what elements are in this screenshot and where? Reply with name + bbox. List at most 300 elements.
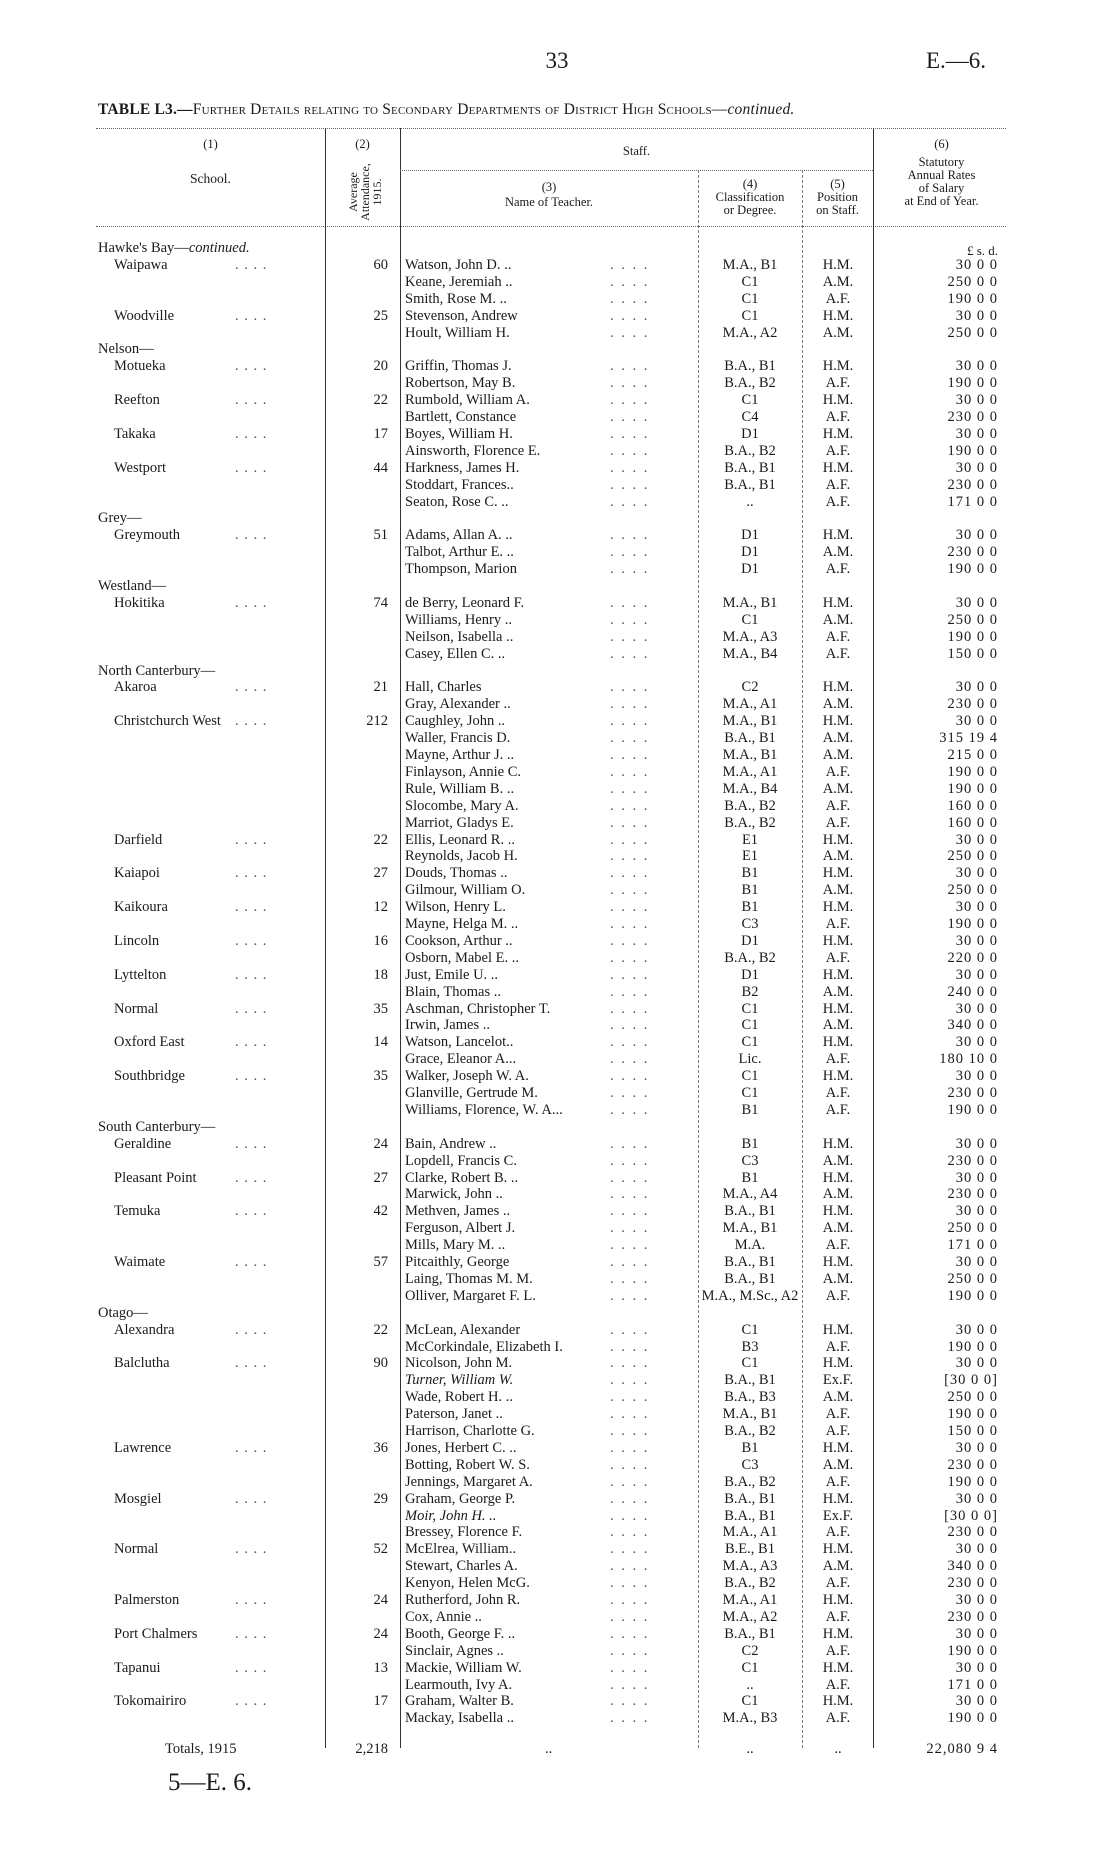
average-attendance: 16 — [373, 932, 388, 949]
table-row — [0, 561, 1114, 578]
position-on-staff: A.M. — [822, 780, 854, 797]
teacher-name: Finlayson, Annie C. — [405, 763, 522, 780]
annual-salary: 30 0 0 — [955, 1135, 998, 1152]
teacher-name: Wade, Robert H. .. — [405, 1389, 513, 1406]
classification: B1 — [741, 1169, 759, 1186]
district-name: Hawke's Bay—continued. — [98, 240, 250, 256]
leader-dots: . . . . — [610, 561, 650, 578]
classification: B1 — [741, 1101, 759, 1118]
teacher-name: Gray, Alexander .. — [405, 696, 511, 713]
leader-dots: . . . . — [610, 1507, 650, 1524]
leader-dots: . . . . — [235, 1254, 268, 1270]
leader-dots: . . . . — [610, 831, 650, 848]
col3-heading: Name of Teacher. — [504, 195, 594, 209]
position-on-staff: A.F. — [825, 1085, 851, 1101]
annual-salary: 230 0 0 — [947, 1085, 998, 1101]
annual-salary: 30 0 0 — [955, 1068, 998, 1085]
annual-salary: 30 0 0 — [955, 1659, 998, 1676]
average-attendance: 20 — [373, 358, 388, 375]
table-row — [0, 274, 1114, 291]
teacher-name: Mills, Mary M. .. — [405, 1237, 506, 1254]
leader-dots: . . . . — [235, 1439, 268, 1456]
classification: M.A., B4 — [722, 645, 778, 662]
classification: B.A., B1 — [724, 476, 776, 493]
school-name: Tokomairiro — [114, 1693, 187, 1710]
teacher-name: Bressey, Florence F. — [405, 1524, 523, 1541]
district-name: Otago— — [98, 1304, 148, 1321]
annual-salary: 230 0 0 — [947, 1152, 998, 1169]
position-on-staff: A.F. — [825, 1423, 851, 1439]
leader-dots: . . . . — [610, 307, 650, 324]
classification: D1 — [741, 544, 759, 561]
average-attendance: 36 — [373, 1439, 388, 1456]
position-on-staff: A.M. — [822, 882, 854, 899]
classification: C1 — [741, 611, 759, 628]
position-on-staff: A.F. — [825, 1406, 851, 1423]
table-title-tail: continued. — [727, 101, 795, 118]
teacher-name: Harkness, James H. — [405, 459, 520, 476]
totals-label: Totals, 1915 — [165, 1741, 237, 1758]
district-name: North Canterbury— — [98, 662, 216, 679]
leader-dots: . . . . — [610, 1625, 650, 1642]
table-row — [0, 916, 1114, 933]
position-on-staff: A.F. — [825, 763, 851, 780]
classification: B.A., B3 — [724, 1389, 776, 1406]
leader-dots: . . . . — [610, 442, 650, 459]
annual-salary: 340 0 0 — [947, 1017, 998, 1034]
leader-dots: . . . . — [610, 459, 650, 476]
leader-dots: . . . . — [610, 780, 650, 797]
leader-dots: . . . . — [235, 1625, 268, 1642]
table-row — [0, 882, 1114, 899]
teacher-name: Grace, Eleanor A... — [405, 1051, 517, 1068]
total-attendance: 2,218 — [355, 1741, 388, 1758]
col5-heading-line1: Position — [817, 190, 858, 204]
teacher-name: Bartlett, Constance — [405, 409, 517, 425]
classification: B1 — [741, 1439, 759, 1456]
classification: C1 — [741, 1355, 759, 1372]
school-name: Geraldine — [114, 1135, 172, 1152]
leader-dots: . . . . — [235, 307, 268, 324]
leader-dots: . . . . — [610, 375, 650, 392]
school-name: Port Chalmers — [114, 1625, 198, 1642]
table-row — [0, 1051, 1114, 1068]
leader-dots: . . . . — [610, 1355, 650, 1372]
position-on-staff: H.M. — [822, 713, 854, 730]
teacher-name: Jones, Herbert C. .. — [405, 1439, 517, 1456]
teacher-name: McElrea, William.. — [405, 1541, 517, 1558]
leader-dots: . . . . — [235, 899, 268, 916]
leader-dots: . . . . — [610, 1152, 650, 1169]
classification: M.A., B1 — [722, 713, 778, 730]
annual-salary: 30 0 0 — [955, 899, 998, 916]
leader-dots: . . . . — [610, 1710, 650, 1727]
position-on-staff: H.M. — [822, 392, 854, 409]
classification: B3 — [741, 1338, 759, 1355]
teacher-name: Jennings, Margaret A. — [405, 1473, 533, 1490]
table-row — [0, 798, 1114, 815]
table-title-lead: TABLE L3.— — [98, 101, 193, 118]
annual-salary: 30 0 0 — [955, 1693, 998, 1710]
total-salary: 22,080 9 4 — [926, 1741, 998, 1758]
leader-dots: . . . . — [235, 831, 268, 848]
average-attendance: 35 — [373, 1000, 388, 1017]
page-header — [0, 48, 1114, 78]
school-name: Akaroa — [114, 679, 157, 696]
leader-dots: . . . . — [235, 1203, 268, 1220]
classification: C1 — [741, 392, 759, 409]
classification: B.A., B1 — [724, 730, 776, 747]
leader-dots: . . . . — [610, 848, 650, 865]
classification: B2 — [741, 983, 759, 1000]
position-on-staff: A.F. — [825, 1676, 851, 1693]
annual-salary: 250 0 0 — [947, 848, 998, 865]
table-row — [0, 1558, 1114, 1575]
classification: M.A., B1 — [722, 256, 778, 273]
position-on-staff: A.M. — [822, 611, 854, 628]
classification: B.A., B2 — [724, 814, 776, 831]
leader-dots: . . . . — [610, 1676, 650, 1693]
table-row — [0, 1322, 1114, 1339]
position-on-staff: H.M. — [822, 1693, 854, 1710]
col6-number: (6) — [934, 137, 949, 151]
teacher-name: Marwick, John .. — [405, 1186, 503, 1203]
teacher-name: Turner, William W. — [405, 1372, 514, 1389]
annual-salary: 171 0 0 — [947, 1676, 998, 1693]
teacher-name: de Berry, Leonard F. — [405, 594, 525, 611]
table-row — [0, 1136, 1114, 1153]
teacher-name: Robertson, May B. — [405, 375, 516, 392]
table-row — [0, 1508, 1114, 1525]
average-attendance: 27 — [373, 1169, 388, 1186]
school-name: Darfield — [114, 831, 163, 848]
district-name: Nelson— — [98, 341, 154, 358]
leader-dots: . . . . — [235, 392, 268, 409]
classification: M.A., B1 — [722, 1220, 778, 1237]
average-attendance: 18 — [373, 966, 388, 983]
leader-dots: . . . . — [610, 628, 650, 645]
annual-salary: 250 0 0 — [947, 1220, 998, 1237]
table-row — [0, 696, 1114, 713]
col6-heading-line3: of Salary — [918, 181, 965, 195]
table-row — [0, 1491, 1114, 1508]
leader-dots: . . . . — [610, 1017, 650, 1034]
leader-dots: . . . . — [610, 1085, 650, 1101]
table-row — [0, 713, 1114, 730]
leader-dots: . . . . — [610, 797, 650, 814]
classification: C1 — [741, 1034, 759, 1051]
leader-dots: . . . . — [610, 290, 650, 307]
position-on-staff: A.F. — [825, 1051, 851, 1068]
average-attendance: 44 — [373, 459, 388, 476]
leader-dots: . . . . — [610, 932, 650, 949]
leader-dots: . . . . — [610, 1372, 650, 1389]
classification: C1 — [741, 1000, 759, 1017]
annual-salary: 215 0 0 — [947, 747, 998, 763]
annual-salary: 30 0 0 — [955, 932, 998, 949]
position-on-staff: A.F. — [825, 1608, 851, 1625]
position-on-staff: H.M. — [822, 932, 854, 949]
classification: C3 — [741, 1152, 759, 1169]
leader-dots: . . . . — [610, 1406, 650, 1423]
average-attendance: 35 — [373, 1068, 388, 1085]
leader-dots: . . . . — [610, 324, 650, 341]
table-row — [0, 1524, 1114, 1541]
position-on-staff: H.M. — [822, 1592, 854, 1608]
teacher-name: Cox, Annie .. — [405, 1608, 482, 1625]
leader-dots: . . . . — [610, 1321, 650, 1338]
leader-dots: . . . . — [610, 966, 650, 983]
table-row — [0, 426, 1114, 443]
average-attendance: 14 — [373, 1034, 388, 1051]
table-row — [0, 747, 1114, 764]
school-name: Kaikoura — [114, 899, 168, 916]
position-on-staff: A.M. — [822, 747, 854, 763]
classification: D1 — [741, 966, 759, 983]
position-on-staff: A.F. — [825, 290, 851, 307]
position-on-staff: H.M. — [822, 865, 854, 882]
position-on-staff: H.M. — [822, 679, 854, 696]
classification: B1 — [741, 882, 759, 899]
annual-salary: 30 0 0 — [955, 1321, 998, 1338]
classification: C1 — [741, 1321, 759, 1338]
average-attendance: 12 — [373, 899, 388, 916]
position-on-staff: A.M. — [822, 1456, 854, 1473]
leader-dots: . . . . — [610, 1254, 650, 1270]
annual-salary: 30 0 0 — [955, 307, 998, 324]
classification: B.A., B1 — [724, 1625, 776, 1642]
annual-salary: 190 0 0 — [947, 916, 998, 932]
position-on-staff: A.M. — [822, 273, 854, 290]
school-name: Kaiapoi — [114, 865, 160, 882]
classification: M.A., A3 — [722, 628, 778, 645]
table-row — [0, 1592, 1114, 1609]
leader-dots: . . . . — [610, 392, 650, 409]
leader-dots: . . . . — [610, 1186, 650, 1203]
teacher-name: Laing, Thomas M. M. — [405, 1270, 533, 1287]
leader-dots: . . . . — [610, 1490, 650, 1507]
leader-dots: . . . . — [235, 358, 268, 375]
position-on-staff: A.F. — [825, 561, 851, 578]
teacher-name: Stoddart, Frances.. — [405, 476, 514, 493]
teacher-name: Ainsworth, Florence E. — [405, 442, 541, 459]
classification: M.A., B1 — [722, 594, 778, 611]
staff-heading: Staff. — [622, 144, 651, 158]
leader-dots: . . . . — [610, 527, 650, 544]
table-row — [0, 629, 1114, 646]
position-on-staff: H.M. — [822, 1321, 854, 1338]
leader-dots: . . . . — [610, 1270, 650, 1287]
col4-heading-line2: or Degree. — [723, 203, 777, 217]
annual-salary: 190 0 0 — [947, 1406, 998, 1423]
teacher-name: Rule, William B. .. — [405, 780, 515, 797]
school-name: Lawrence — [114, 1439, 172, 1456]
leader-dots: . . . . — [610, 1592, 650, 1608]
leader-dots: . . . . — [610, 1169, 650, 1186]
school-name: Mosgiel — [114, 1490, 162, 1507]
group-heading-row — [0, 341, 1114, 358]
annual-salary: 240 0 0 — [947, 983, 998, 1000]
teacher-name: Wilson, Henry L. — [405, 899, 506, 916]
school-name: Hokitika — [114, 594, 165, 611]
annual-salary: 190 0 0 — [947, 763, 998, 780]
leader-dots: . . . . — [610, 899, 650, 916]
average-attendance: 22 — [373, 392, 388, 409]
annual-salary: 190 0 0 — [947, 1642, 998, 1659]
position-on-staff: H.M. — [822, 1135, 854, 1152]
classification: C2 — [741, 1642, 759, 1659]
leader-dots: . . . . — [610, 1101, 650, 1118]
table-title-caps: Further Details relating to Secondary Departments of District High Schools— — [192, 101, 728, 118]
classification: B.A., B1 — [724, 1490, 776, 1507]
teacher-name: Sinclair, Agnes .. — [405, 1642, 504, 1659]
teacher-name: Hall, Charles — [405, 679, 482, 696]
teacher-name: Seaton, Rose C. .. — [405, 493, 509, 510]
leader-dots: . . . . — [610, 763, 650, 780]
leader-dots: . . . . — [235, 1034, 268, 1051]
annual-salary: 30 0 0 — [955, 459, 998, 476]
annual-salary: 30 0 0 — [955, 865, 998, 882]
col1-heading: School. — [190, 171, 231, 186]
annual-salary: 30 0 0 — [955, 256, 998, 273]
average-attendance: 74 — [373, 594, 388, 611]
annual-salary: 190 0 0 — [947, 290, 998, 307]
classification: B1 — [741, 865, 759, 882]
position-on-staff: H.M. — [822, 1000, 854, 1017]
annual-salary: 30 0 0 — [955, 1541, 998, 1558]
leader-dots: . . . . — [610, 645, 650, 662]
teacher-name: Lopdell, Francis C. — [405, 1152, 517, 1169]
average-attendance: 27 — [373, 865, 388, 882]
classification: M.A., A1 — [722, 1524, 778, 1541]
annual-salary: 190 0 0 — [947, 375, 998, 392]
school-name: Balclutha — [114, 1355, 170, 1372]
average-attendance: 42 — [373, 1203, 388, 1220]
position-on-staff: H.M. — [822, 358, 854, 375]
position-on-staff: H.M. — [822, 1659, 854, 1676]
classification: B.A., B1 — [724, 1372, 776, 1389]
teacher-name: Mackie, William W. — [405, 1659, 522, 1676]
position-on-staff: H.M. — [822, 1355, 854, 1372]
leader-dots: . . . . — [235, 1135, 268, 1152]
school-name: Tapanui — [114, 1659, 161, 1676]
table-row — [0, 865, 1114, 882]
classification: .. — [746, 1676, 754, 1693]
table-row — [0, 933, 1114, 950]
average-attendance: 212 — [366, 713, 388, 730]
teacher-name: Bain, Andrew .. — [405, 1135, 497, 1152]
teacher-name: Thompson, Marion — [405, 561, 517, 578]
average-attendance: 57 — [373, 1254, 388, 1270]
leader-dots: . . . . — [610, 679, 650, 696]
table-row — [0, 1203, 1114, 1220]
totals-row — [0, 1741, 1114, 1758]
average-attendance: 24 — [373, 1135, 388, 1152]
average-attendance: 13 — [373, 1659, 388, 1676]
leader-dots: . . . . — [235, 1000, 268, 1017]
staff-header-rule — [400, 170, 873, 171]
annual-salary: 315 19 4 — [939, 730, 998, 747]
average-attendance: 17 — [373, 1693, 388, 1710]
teacher-name: Rumbold, William A. — [405, 392, 530, 409]
annual-salary: 30 0 0 — [955, 1000, 998, 1017]
school-name: Christchurch West — [114, 713, 221, 730]
teacher-name: Graham, Walter B. — [405, 1693, 514, 1710]
teacher-name: Osborn, Mabel E. .. — [405, 949, 519, 966]
page-number: 33 — [545, 48, 569, 73]
leader-dots: . . . . — [235, 1541, 268, 1558]
annual-salary: 250 0 0 — [947, 273, 998, 290]
teacher-name: Williams, Henry .. — [405, 611, 512, 628]
teacher-name: Mayne, Helga M. .. — [405, 916, 519, 932]
table-row — [0, 308, 1114, 325]
position-on-staff: A.F. — [825, 1101, 851, 1118]
table-row — [0, 950, 1114, 967]
group-heading-row — [0, 1305, 1114, 1322]
leader-dots: . . . . — [610, 983, 650, 1000]
position-on-staff: A.F. — [825, 1237, 851, 1254]
teacher-name: Pitcaithly, George — [405, 1254, 510, 1270]
leader-dots: . . . . — [235, 594, 268, 611]
position-on-staff: A.M. — [822, 544, 854, 561]
school-name: Normal — [114, 1000, 159, 1017]
position-on-staff: H.M. — [822, 1169, 854, 1186]
position-on-staff: H.M. — [822, 1203, 854, 1220]
annual-salary: [30 0 0] — [944, 1507, 998, 1524]
teacher-name: Ellis, Leonard R. .. — [405, 831, 515, 848]
annual-salary: [30 0 0] — [944, 1372, 998, 1389]
school-name: Westport — [114, 459, 166, 476]
classification: C1 — [741, 1017, 759, 1034]
classification: M.A., B4 — [722, 780, 778, 797]
position-on-staff: A.M. — [822, 1389, 854, 1406]
annual-salary: 180 10 0 — [939, 1051, 998, 1068]
position-on-staff: A.F. — [825, 442, 851, 459]
table-row — [0, 527, 1114, 544]
teacher-name: Olliver, Margaret F. L. — [405, 1287, 536, 1304]
teacher-name: Adams, Allan A. .. — [405, 527, 513, 544]
leader-dots: . . . . — [235, 966, 268, 983]
position-on-staff: A.F. — [825, 1710, 851, 1727]
annual-salary: 30 0 0 — [955, 1169, 998, 1186]
leader-dots: . . . . — [610, 493, 650, 510]
classification: B.A., B2 — [724, 1423, 776, 1439]
leader-dots: . . . . — [610, 476, 650, 493]
annual-salary: 250 0 0 — [947, 1270, 998, 1287]
group-heading-row — [0, 663, 1114, 680]
classification: C1 — [741, 1068, 759, 1085]
table-row — [0, 409, 1114, 426]
leader-dots: . . . . — [610, 1473, 650, 1490]
classification: C1 — [741, 307, 759, 324]
annual-salary: 30 0 0 — [955, 1355, 998, 1372]
classification: B.A., B1 — [724, 1270, 776, 1287]
annual-salary: 250 0 0 — [947, 324, 998, 341]
teacher-name: Slocombe, Mary A. — [405, 797, 519, 814]
position-on-staff: A.F. — [825, 628, 851, 645]
classification: B.A., B1 — [724, 1254, 776, 1270]
classification: M.A., A2 — [722, 1608, 778, 1625]
classification: C1 — [741, 1693, 759, 1710]
table-row — [0, 1423, 1114, 1440]
leader-dots: . . . . — [610, 409, 650, 425]
position-on-staff: A.F. — [825, 1338, 851, 1355]
teacher-name: McLean, Alexander — [405, 1321, 521, 1338]
average-attendance: 22 — [373, 1321, 388, 1338]
leader-dots: . . . . — [610, 865, 650, 882]
table-row — [0, 1102, 1114, 1119]
position-on-staff: A.F. — [825, 1287, 851, 1304]
